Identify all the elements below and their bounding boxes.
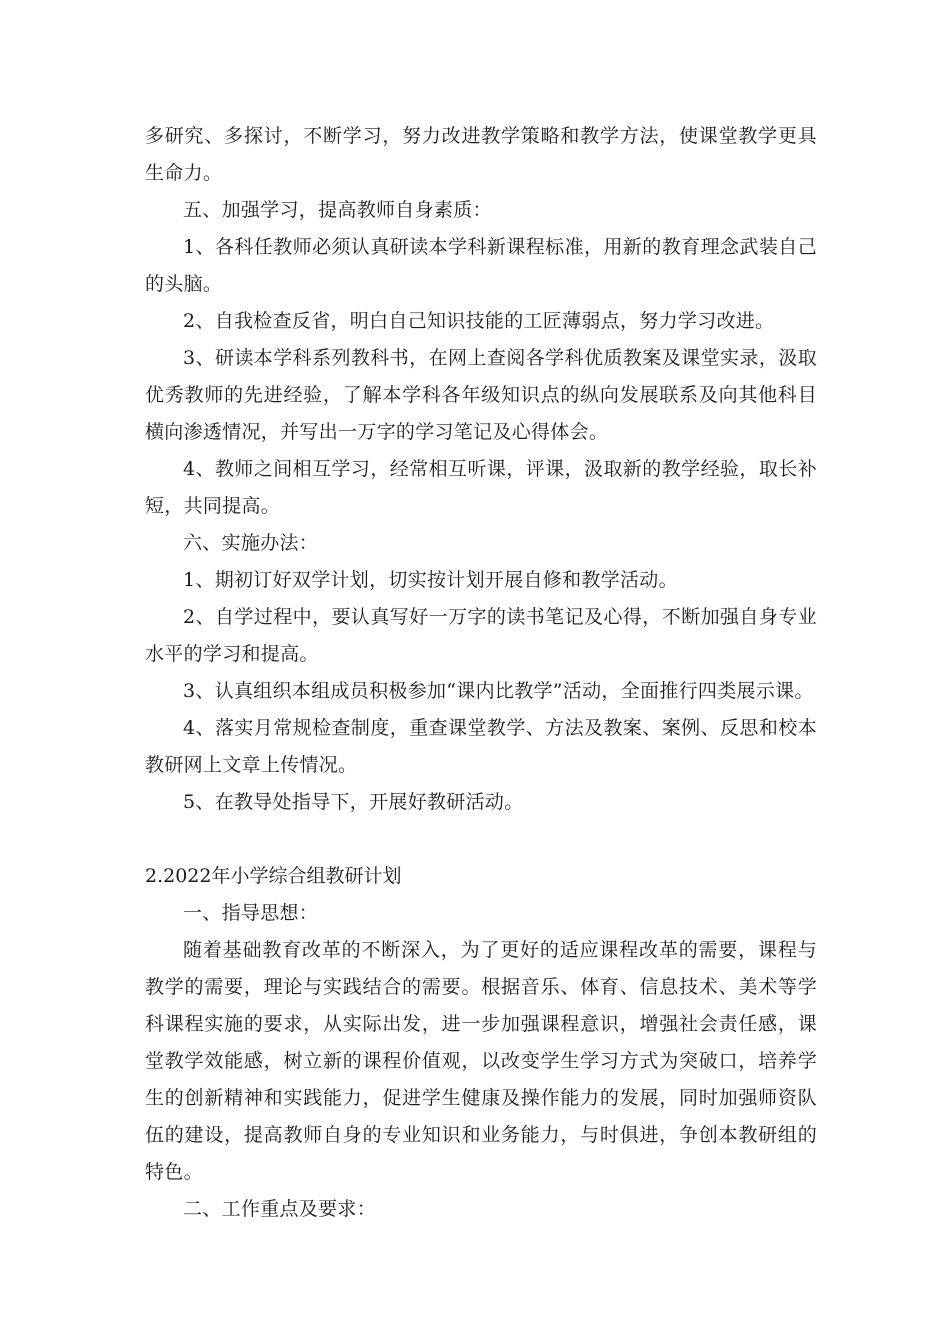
- paragraph: 随着基础教育改革的不断深入，为了更好的适应课程改革的需要，课程与教学的需要，理论与实践结合的需要。根据音乐、体育、信息技术、美术等学科课程实施的要求，从实际出发，进一步加强课程意识，增强社会责任感，课堂教学效能感，树立新的课程价值观，以改变学生学习方式为突破口，培养学生的创新精神和实践能力，促进学生健康及操作能力的发展，同时加强师资队伍的建设，提高教师自身的专业知识和业务能力，与时俱进，争创本教研组的特色。: [145, 939, 817, 1183]
- paragraph: 五、加强学习，提高教师自身素质：: [183, 199, 492, 221]
- paragraph: 3、研读本学科系列教科书，在网上查阅各学科优质教案及课堂实录，汲取优秀教师的先进经验，了解本学科各年级知识点的纵向发展联系及向其他科目横向渗透情况，并写出一万字的学习笔记及心得体会。: [145, 347, 817, 443]
- paragraph: 4、落实月常规检查制度，重查课堂教学、方法及教案、案例、反思和校本教研网上文章上传情况。: [145, 717, 817, 776]
- document-body: [145, 118, 817, 1228]
- paragraph: 1、各科任教师必须认真研读本学科新课程标准，用新的教育理念武装自己的头脑。: [145, 236, 817, 295]
- section-gap: [145, 821, 817, 858]
- paragraph: 3、认真组织本组成员积极参加“课内比教学”活动，全面推行四类展示课。: [183, 680, 814, 702]
- paragraph: 5、在教导处指导下，开展好教研活动。: [183, 791, 524, 813]
- paragraph: 六、实施办法：: [183, 532, 319, 554]
- paragraph: 4、教师之间相互学习，经常相互听课，评课，汲取新的教学经验，取长补短，共同提高。: [145, 458, 817, 517]
- section-title: 2.2022年小学综合组教研计划: [145, 865, 402, 887]
- paragraph: 一、指导思想：: [183, 902, 319, 924]
- paragraph: 二、工作重点及要求：: [183, 1198, 377, 1220]
- new-plan-body: [145, 895, 817, 1228]
- paragraph: 2、自我检查反省，明白自己知识技能的工匠薄弱点，努力学习改进。: [183, 310, 775, 332]
- plan-continuation: [145, 118, 817, 821]
- paragraph: 1、期初订好双学计划，切实按计划开展自修和教学活动。: [183, 569, 678, 591]
- paragraph: 2、自学过程中，要认真写好一万字的读书笔记及心得，不断加强自身专业水平的学习和提高。: [145, 606, 817, 665]
- paragraph: 多研究、多探讨，不断学习，努力改进教学策略和教学方法，使课堂教学更具生命力。: [145, 125, 817, 184]
